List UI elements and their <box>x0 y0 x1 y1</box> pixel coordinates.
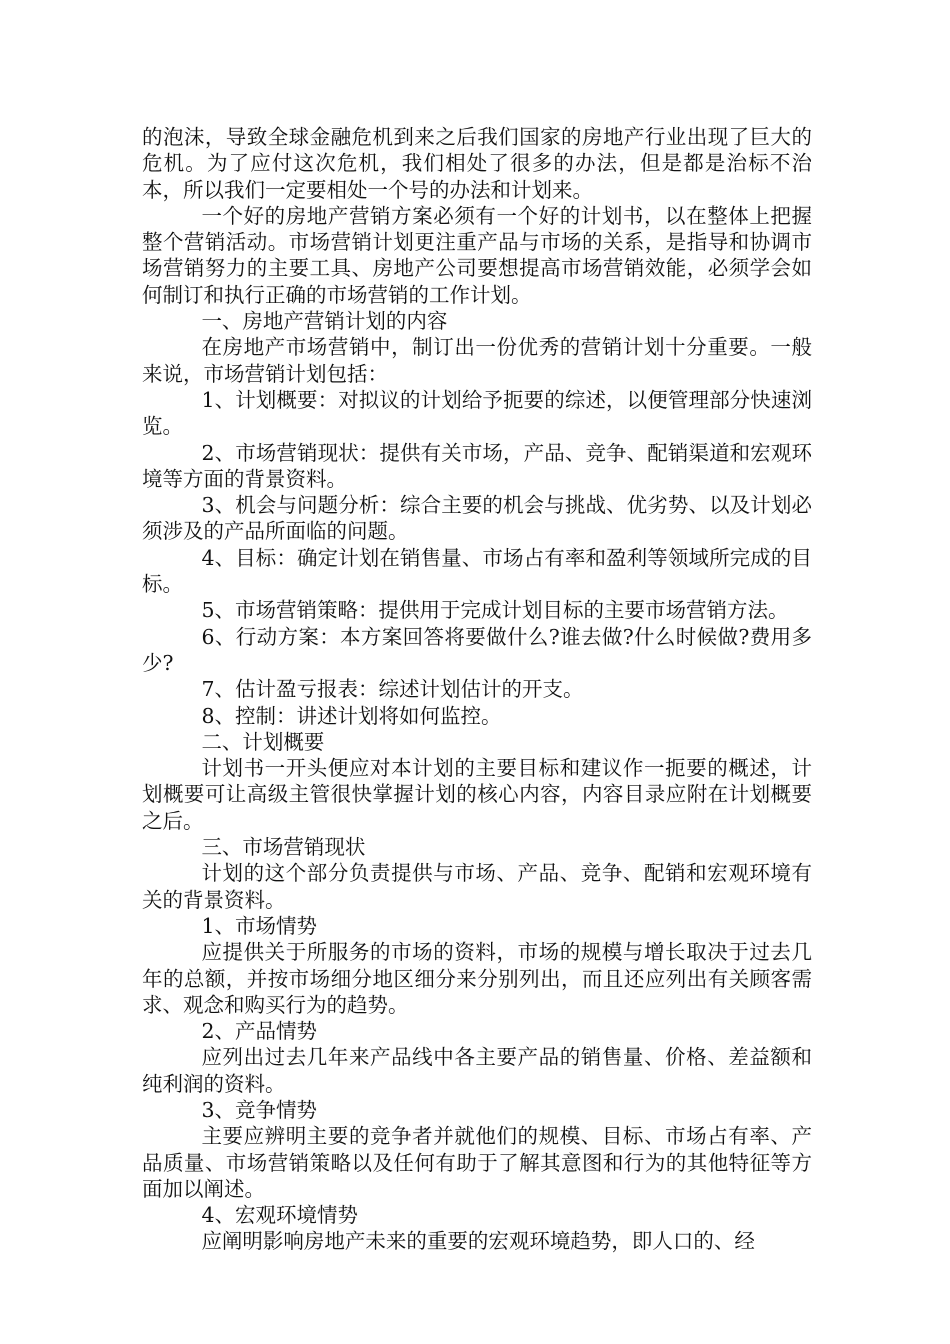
list-item-3: 3、机会与问题分析：综合主要的机会与挑战、优劣势、以及计划必须涉及的产品所面临的问题。 <box>142 493 812 544</box>
paragraph-plan-summary: 计划书一开头便应对本计划的主要目标和建议作一扼要的概述，计划概要可让高级主管很快掌握计划的核心内容，内容目录应附在计划概要之后。 <box>142 756 812 833</box>
list-item-4: 4、目标：确定计划在销售量、市场占有率和盈利等领域所完成的目标。 <box>142 545 812 597</box>
paragraph-product-situation: 应列出过去几年来产品线中各主要产品的销售量、价格、差益额和纯利润的资料。 <box>142 1045 812 1096</box>
list-item-5: 5、市场营销策略：提供用于完成计划目标的主要市场营销方法。 <box>201 598 789 623</box>
paragraph-plan-importance: 一个好的房地产营销方案必须有一个好的计划书，以在整体上把握整个营销活动。市场营销计划更注重产品与市场的关系，是指导和协调市场营销努力的主要工具、房地产公司要想提高市场营销效能，必须学会如何制订和执行正确的市场营销的工作计划。 <box>142 203 812 307</box>
paragraph-market-situation: 应提供关于所服务的市场的资料，市场的规模与增长取决于过去几年的总额，并按市场细分地区细分来分别列出，而且还应列出有关顾客需求、观念和购买行为的趋势。 <box>142 940 812 1017</box>
subheading-competition-situation: 3、竞争情势 <box>201 1097 317 1122</box>
subheading-product-situation: 2、产品情势 <box>201 1019 317 1044</box>
section-heading-3: 三、市场营销现状 <box>201 835 366 860</box>
list-item-2: 2、市场营销现状：提供有关市场，产品、竞争、配销渠道和宏观环境等方面的背景资料。 <box>142 440 812 491</box>
section-heading-1: 一、房地产营销计划的内容 <box>201 309 448 334</box>
subheading-macro-environment: 4、宏观环境情势 <box>201 1203 358 1228</box>
list-item-7: 7、估计盈亏报表：综述计划估计的开支。 <box>201 677 584 702</box>
paragraph-macro-environment: 应阐明影响房地产未来的重要的宏观环境趋势，即人口的、经 <box>201 1229 755 1254</box>
list-item-8: 8、控制：讲述计划将如何监控。 <box>201 703 502 728</box>
list-item-6: 6、行动方案：本方案回答将要做什么?谁去做?什么时候做?费用多少? <box>142 624 812 675</box>
paragraph-market-status: 计划的这个部分负责提供与市场、产品、竞争、配销和宏观环境有关的背景资料。 <box>142 861 812 912</box>
section-heading-2: 二、计划概要 <box>201 729 325 754</box>
subheading-market-situation: 1、市场情势 <box>201 913 317 938</box>
document-page <box>142 124 812 1255</box>
paragraph-plan-contents-intro: 在房地产市场营销中，制订出一份优秀的营销计划十分重要。一般来说，市场营销计划包括： <box>142 335 812 386</box>
paragraph-intro-continuation: 的泡沫，导致全球金融危机到来之后我们国家的房地产行业出现了巨大的危机。为了应付这次危机，我们相处了很多的办法，但是都是治标不治本，所以我们一定要相处一个号的办法和计划来。 <box>142 125 812 202</box>
list-item-1: 1、计划概要：对拟议的计划给予扼要的综述，以便管理部分快速浏览。 <box>142 387 812 439</box>
paragraph-competition-situation: 主要应辨明主要的竞争者并就他们的规模、目标、市场占有率、产品质量、市场营销策略以及任何有助于了解其意图和行为的其他特征等方面加以阐述。 <box>142 1124 812 1201</box>
